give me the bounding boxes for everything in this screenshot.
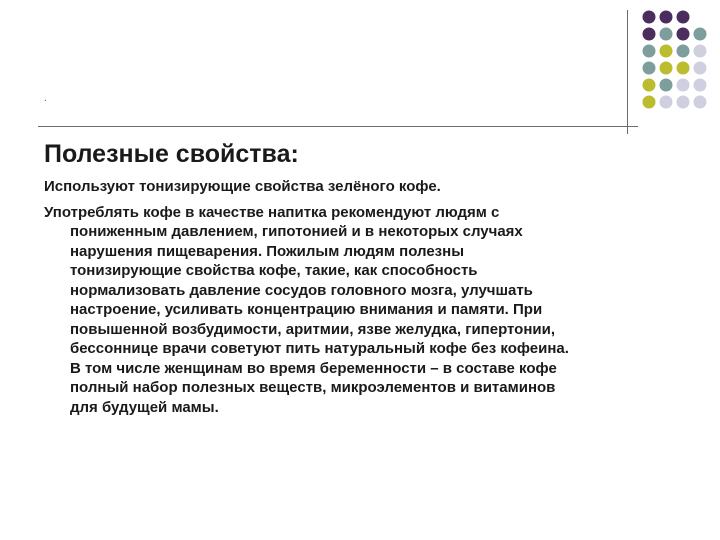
dot-marker: .: [44, 93, 47, 104]
decorative-dot: [660, 11, 673, 24]
paragraph-line: настроение, усиливать концентрацию внимания и памяти. При: [70, 301, 543, 318]
decorative-dot: [660, 62, 673, 75]
decorative-dot: [677, 96, 690, 109]
decorative-dot: [643, 45, 656, 58]
paragraph-line: для будущей мамы.: [70, 398, 219, 416]
decorative-dot: [660, 96, 673, 109]
paragraph-line: нарушения пищеварения. Пожилым людям полезны: [70, 242, 465, 260]
decorative-dot: [660, 79, 673, 92]
decorative-dot: [643, 62, 656, 75]
paragraph-line: полный набор полезных веществ, микроэлементов и витаминов: [70, 379, 556, 396]
decorative-dot: [643, 79, 656, 92]
decorative-dot: [694, 79, 707, 92]
decorative-dot: [694, 45, 707, 58]
paragraph-line: бессоннице врачи советуют пить натуральный кофе без кофеина.: [70, 340, 569, 357]
decorative-dot: [643, 11, 656, 24]
paragraph-line: пониженным давлением, гипотонией и в некоторых случаях: [70, 223, 523, 240]
decorative-dot-grid: [640, 10, 720, 120]
paragraph-line: нормализовать давление сосудов головного мозга, улучшать: [70, 281, 533, 299]
decorative-dot: [660, 28, 673, 41]
decorative-dot: [660, 45, 673, 58]
decorative-dot: [677, 28, 690, 41]
slide-title: Полезные свойства:: [44, 140, 299, 168]
paragraph-line: повышенной возбудимости, аритмии, язве желудка, гипертонии,: [70, 320, 556, 338]
decorative-dot: [694, 62, 707, 75]
decorative-dot: [643, 96, 656, 109]
vertical-rule: [627, 10, 628, 134]
decorative-dot: [694, 96, 707, 109]
horizontal-rule: [38, 126, 638, 127]
intro-paragraph: Используют тонизирующие свойства зелёного кофе.: [44, 178, 441, 195]
slide-body: [44, 177, 694, 417]
decorative-dot: [694, 28, 707, 41]
decorative-dot: [677, 79, 690, 92]
decorative-dot: [677, 45, 690, 58]
decorative-dot: [643, 28, 656, 41]
decorative-dot: [677, 62, 690, 75]
paragraph-line: тонизирующие свойства кофе, такие, как способность: [70, 262, 478, 279]
paragraph-line: В том числе женщинам во время беременности – в составе кофе: [70, 359, 557, 377]
decorative-dot: [677, 11, 690, 24]
paragraph-line: Употреблять кофе в качестве напитка рекомендуют людям с: [44, 203, 500, 221]
main-paragraph: [44, 203, 694, 418]
